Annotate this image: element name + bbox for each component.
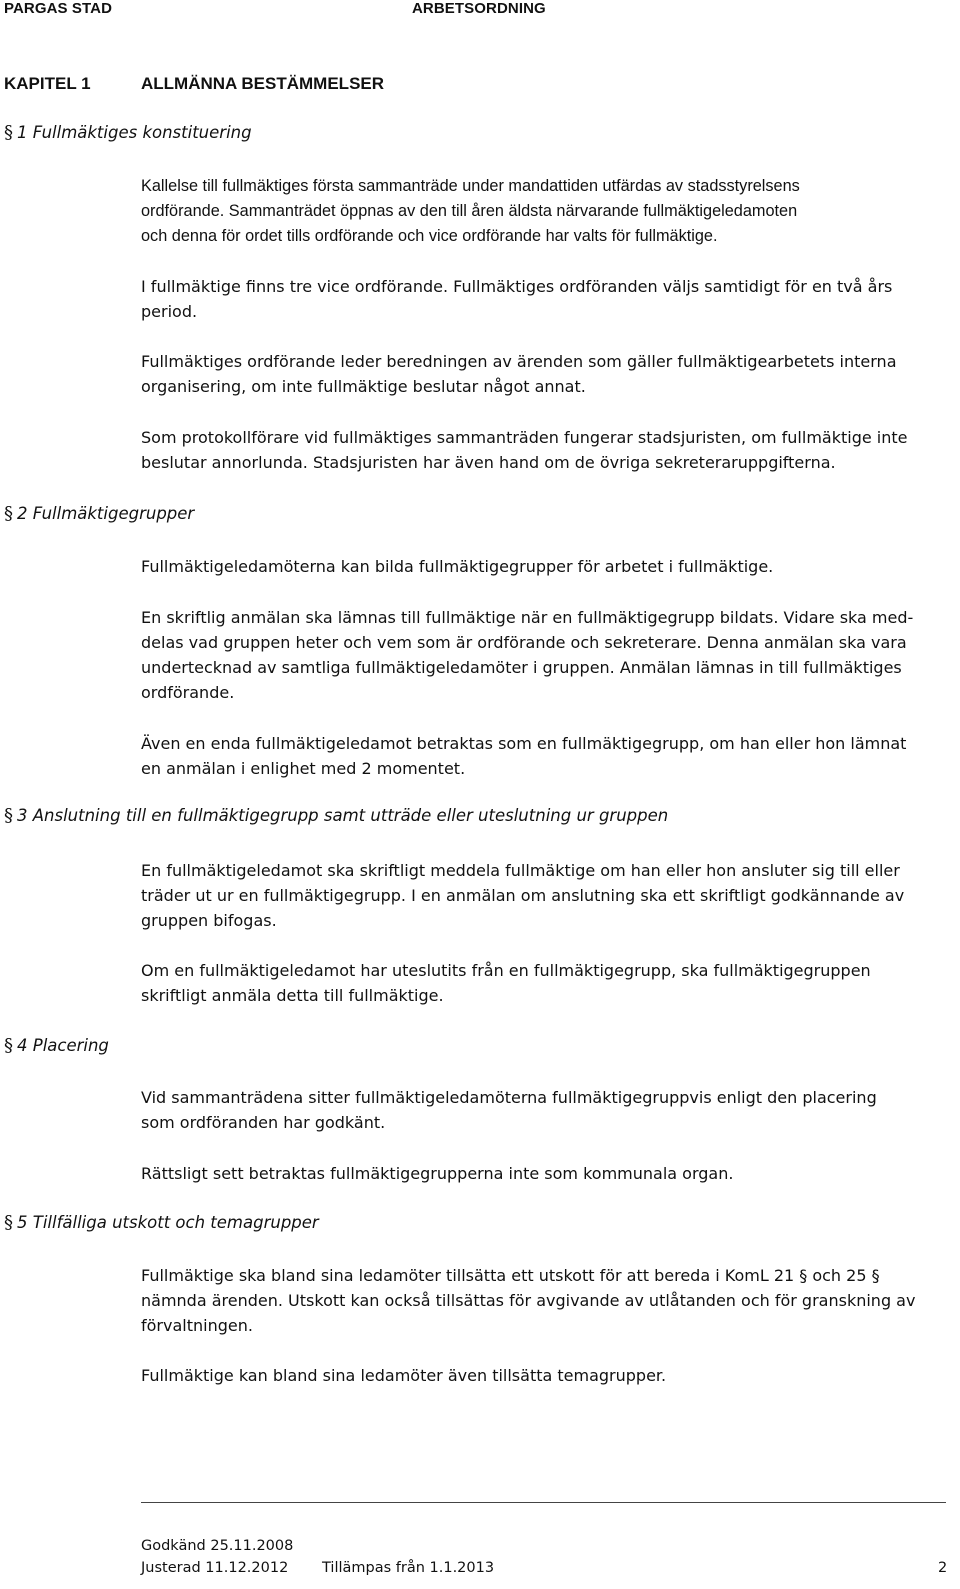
text-line: ordförande.: [141, 683, 235, 702]
section-heading-4: [4, 1035, 109, 1056]
footer-page-number: 2: [938, 1560, 948, 1576]
section-heading-3: [4, 805, 668, 826]
paragraph-2-1: [141, 554, 946, 579]
footer-applied: Tillämpas från 1.1.2013: [322, 1560, 495, 1576]
section-title: 2 Fullmäktigegrupper: [17, 504, 195, 523]
text-line: En fullmäktigeledamot ska skriftligt meddela fullmäktige om han eller hon ansluter sig till eller: [141, 861, 900, 880]
text-line: nämnda ärenden. Utskott kan också tillsättas för avgivande av utlåtanden och för granskning av: [141, 1291, 916, 1310]
text-line: Som protokollförare vid fullmäktiges sammanträden fungerar stadsjuristen, om fullmäktige inte: [141, 428, 908, 447]
text-line: gruppen bifogas.: [141, 911, 277, 930]
paragraph-1-2: [141, 274, 946, 324]
chapter-number: KAPITEL 1: [4, 74, 91, 93]
paragraph-2-2: [141, 605, 946, 705]
text-line: Rättsligt sett betraktas fullmäktigegrupperna inte som kommunala organ.: [141, 1164, 734, 1183]
text-line: Vid sammanträdena sitter fullmäktigeledamöterna fullmäktigegruppvis enligt den placering: [141, 1088, 877, 1107]
header-organization: PARGAS STAD: [4, 0, 113, 17]
paragraph-2-3: [141, 731, 946, 781]
section-title: 1 Fullmäktiges konstituering: [17, 123, 252, 142]
section-title: 5 Tillfälliga utskott och temagrupper: [17, 1213, 319, 1232]
text-line: förvaltningen.: [141, 1316, 253, 1335]
text-line: en anmälan i enlighet med 2 momentet.: [141, 759, 466, 778]
paragraph-3-2: [141, 958, 946, 1008]
text-line: period.: [141, 302, 198, 321]
footer-divider: [141, 1502, 946, 1503]
section-sign: §: [4, 1212, 13, 1233]
text-line: ordförande. Sammanträdet öppnas av den till åren äldsta närvarande fullmäktigeledamoten: [141, 202, 798, 220]
paragraph-5-1: [141, 1263, 946, 1338]
section-heading-5: [4, 1212, 319, 1233]
text-line: organisering, om inte fullmäktige beslutar något annat.: [141, 377, 586, 396]
section-title: 3 Anslutning till en fullmäktigegrupp samt utträde eller uteslutning ur gruppen: [17, 806, 669, 825]
section-sign: §: [4, 805, 13, 826]
text-line: träder ut ur en fullmäktigegrupp. I en anmälan om anslutning ska ett skriftligt godkännande av: [141, 886, 905, 905]
footer-approved: Godkänd 25.11.2008: [141, 1538, 294, 1554]
footer-revised: Justerad 11.12.2012: [141, 1560, 289, 1576]
text-line: Fullmäktigeledamöterna kan bilda fullmäktigegrupper för arbetet i fullmäktige.: [141, 557, 774, 576]
section-heading-2: [4, 503, 194, 524]
text-line: Om en fullmäktigeledamot har uteslutits från en fullmäktigegrupp, ska fullmäktigegruppen: [141, 961, 871, 980]
text-line: Fullmäktige kan bland sina ledamöter även tillsätta temagrupper.: [141, 1366, 667, 1385]
paragraph-1-4: [141, 425, 946, 475]
text-line: Kallelse till fullmäktiges första sammanträde under mandattiden utfärdas av stadsstyrelsens: [141, 177, 800, 195]
text-line: I fullmäktige finns tre vice ordförande. Fullmäktiges ordföranden väljs samtidigt för en två års: [141, 277, 893, 296]
paragraph-5-2: [141, 1363, 946, 1388]
text-line: beslutar annorlunda. Stadsjuristen har även hand om de övriga sekreteraruppgifterna.: [141, 453, 836, 472]
chapter-title: ALLMÄNNA BESTÄMMELSER: [141, 74, 385, 93]
paragraph-1-3: [141, 349, 946, 399]
text-line: Även en enda fullmäktigeledamot betraktas som en fullmäktigegrupp, om han eller hon lämnat: [141, 734, 907, 753]
section-title: 4 Placering: [17, 1036, 109, 1055]
text-line: som ordföranden har godkänt.: [141, 1113, 386, 1132]
section-sign: §: [4, 122, 13, 143]
paragraph-4-2: [141, 1161, 946, 1186]
section-sign: §: [4, 503, 13, 524]
section-heading-1: [4, 122, 252, 143]
paragraph-4-1: [141, 1085, 946, 1135]
text-line: skriftligt anmäla detta till fullmäktige.: [141, 986, 444, 1005]
paragraph-1-1: [141, 174, 946, 249]
header-document-title: ARBETSORDNING: [412, 0, 546, 17]
paragraph-3-1: [141, 858, 946, 933]
text-line: Fullmäktige ska bland sina ledamöter tillsätta ett utskott för att bereda i KomL 21 § och 25 §: [141, 1266, 880, 1285]
text-line: undertecknad av samtliga fullmäktigeledamöter i gruppen. Anmälan lämnas in till fullmäktiges: [141, 658, 902, 677]
text-line: delas vad gruppen heter och vem som är ordförande och sekreterare. Denna anmälan ska vara: [141, 633, 907, 652]
text-line: och denna för ordet tills ordförande och vice ordförande har valts för fullmäktige.: [141, 227, 718, 245]
text-line: En skriftlig anmälan ska lämnas till fullmäktige när en fullmäktigegrupp bildats. Vidare ska med-: [141, 608, 914, 627]
text-line: Fullmäktiges ordförande leder beredningen av ärenden som gäller fullmäktigearbetets interna: [141, 352, 897, 371]
section-sign: §: [4, 1035, 13, 1056]
